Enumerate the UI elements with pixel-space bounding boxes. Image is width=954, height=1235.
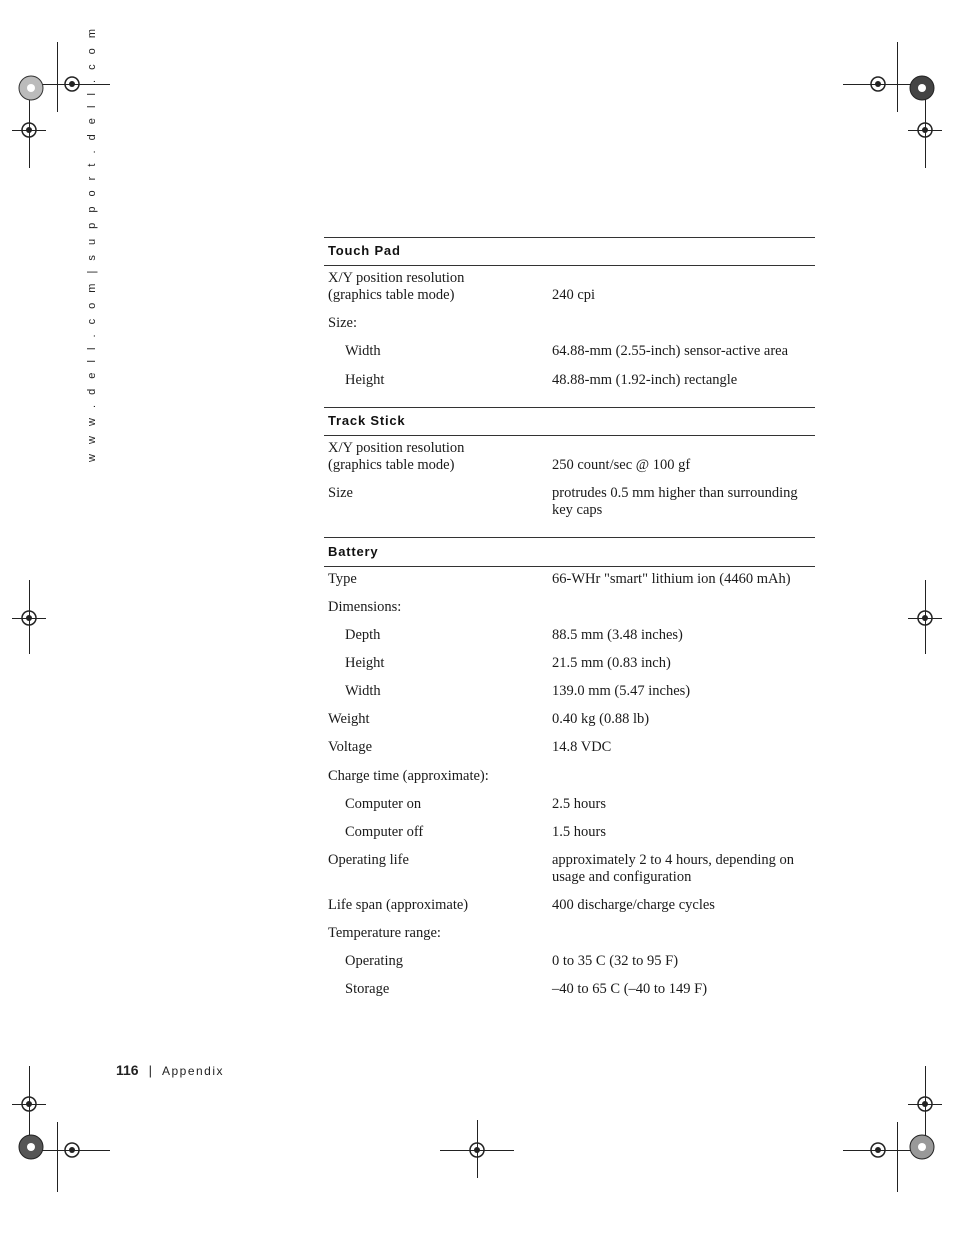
section-rule: [324, 435, 815, 436]
spec-value: 48.88-mm (1.92-inch) rectangle: [552, 372, 738, 388]
page-number: 116: [116, 1062, 139, 1078]
spec-label: Operating life: [328, 852, 409, 868]
spec-value: 139.0 mm (5.47 inches): [552, 683, 691, 699]
registration-target-icon: [0, 0, 120, 170]
spec-value: 88.5 mm (3.48 inches): [552, 627, 683, 643]
registration-target-icon: [896, 590, 954, 650]
spec-value: approximately 2 to 4 hours, depending on usage and configuration: [552, 852, 795, 885]
section-title-battery: Battery: [328, 544, 379, 559]
section-rule: [324, 237, 815, 238]
spec-value: protrudes 0.5 mm higher than surrounding key caps: [552, 485, 798, 518]
section-title-touch-pad: Touch Pad: [328, 243, 401, 258]
spec-label: Width: [345, 343, 381, 359]
spec-value: 1.5 hours: [552, 824, 606, 840]
spec-value: 400 discharge/charge cycles: [552, 897, 715, 913]
footer-section: Appendix: [161, 1064, 225, 1078]
spec-label: Computer on: [345, 796, 422, 812]
registration-target-icon: [0, 590, 60, 650]
spec-label: Voltage: [328, 739, 373, 755]
spec-value: 14.8 VDC: [552, 739, 612, 755]
spec-value: 64.88-mm (2.55-inch) sensor-active area: [552, 343, 789, 359]
spec-label: Width: [345, 683, 381, 699]
spec-value: 21.5 mm (0.83 inch): [552, 655, 671, 671]
page-footer: [116, 1062, 224, 1078]
section-rule: [324, 566, 815, 567]
spec-label: X/Y position resolution: [328, 440, 465, 456]
spec-label: (graphics table mode): [328, 457, 455, 473]
spec-label: X/Y position resolution: [328, 270, 465, 286]
spec-label: Size: [328, 485, 353, 501]
spec-label: Type: [328, 571, 357, 587]
footer-separator: |: [148, 1063, 152, 1078]
spec-label: Charge time (approximate):: [328, 768, 489, 784]
spec-label: Storage: [345, 981, 390, 997]
spec-label: Height: [345, 372, 385, 388]
spec-value: 66-WHr "smart" lithium ion (4460 mAh): [552, 571, 791, 587]
spec-value: 0.40 kg (0.88 lb): [552, 711, 650, 727]
spec-label: Depth: [345, 627, 381, 643]
section-rule: [324, 537, 815, 538]
registration-target-icon: [830, 1070, 954, 1190]
margin-url: w w w . d e l l . c o m | s u p p o r t . d e l l . c o m: [86, 25, 98, 462]
spec-label: Life span (approximate): [328, 897, 469, 913]
spec-label: Dimensions:: [328, 599, 402, 615]
spec-value: 250 count/sec @ 100 gf: [552, 457, 691, 473]
spec-label: Weight: [328, 711, 370, 727]
spec-value: 2.5 hours: [552, 796, 606, 812]
spec-label: (graphics table mode): [328, 287, 455, 303]
spec-label: Size:: [328, 315, 357, 331]
spec-value: 240 cpi: [552, 287, 596, 303]
spec-value: –40 to 65 C (–40 to 149 F): [552, 981, 708, 997]
spec-label: Height: [345, 655, 385, 671]
spec-value: 0 to 35 C (32 to 95 F): [552, 953, 679, 969]
spec-label: Temperature range:: [328, 925, 441, 941]
section-title-track-stick: Track Stick: [328, 413, 406, 428]
section-rule: [324, 407, 815, 408]
section-rule: [324, 265, 815, 266]
registration-target-icon: [830, 0, 954, 170]
registration-target-icon: [447, 1120, 507, 1180]
registration-target-icon: [0, 1070, 120, 1190]
spec-label: Computer off: [345, 824, 424, 840]
spec-label: Operating: [345, 953, 403, 969]
